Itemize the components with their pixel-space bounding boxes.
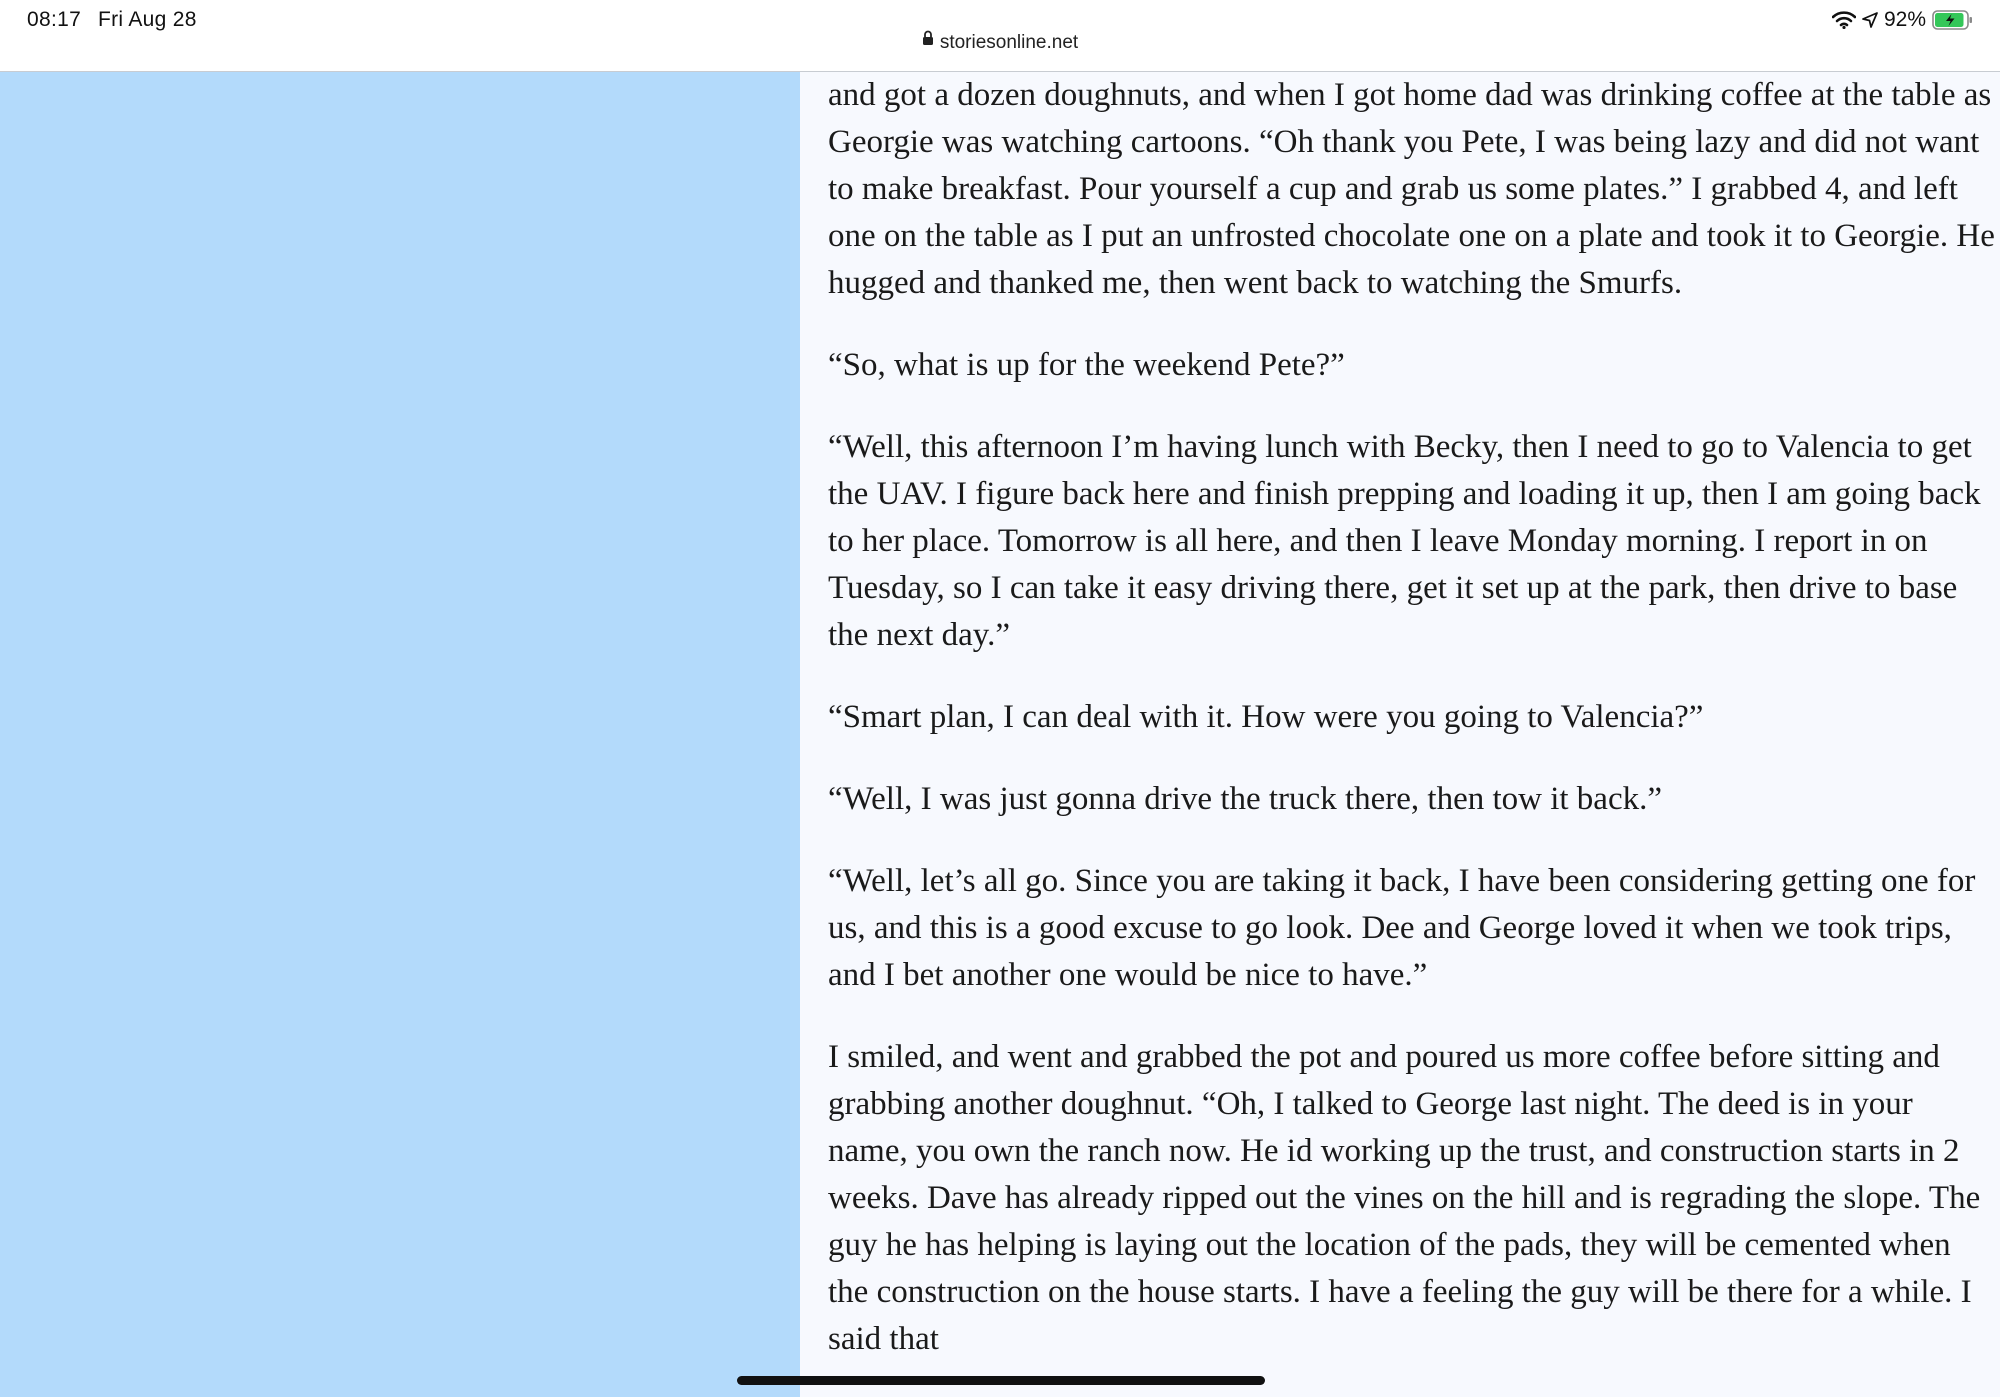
lock-icon (922, 30, 934, 52)
story-reader[interactable] (800, 72, 2000, 1397)
battery-percent: 92% (1883, 8, 1926, 31)
story-paragraph: “Well, let’s all go. Since you are taking it back, I have been considering getting one for us, and this is a good excuse to go look. Dee and George loved it when we took trips, and I bet another one would be nice to have.” (828, 863, 1976, 993)
story-paragraph: “So, what is up for the weekend Pete?” (828, 347, 1345, 383)
wifi-icon (1832, 11, 1856, 29)
story-paragraph: “Smart plan, I can deal with it. How were you going to Valencia?” (828, 699, 1704, 735)
home-indicator[interactable] (737, 1376, 1265, 1385)
story-text (828, 72, 1996, 1397)
status-indicators (1832, 8, 1974, 32)
status-date: Fri Aug 28 (98, 8, 197, 31)
story-paragraph: I smiled, and went and grabbed the pot and poured us more coffee before sitting and grabbing another doughnut. “Oh, I talked to George last night. The deed is in your name, you own the ranch now. He id working up the trust, and construction starts in 2 weeks. Dave has already ripped out the vines on the hill and is regrading the slope. The guy he has helping is laying out the location of the pads, they will be cemented when the construction on the house starts. I have a feeling the guy will be there for a while. I said that (828, 1039, 1981, 1357)
story-paragraph: “Well, I was just gonna drive the truck there, then tow it back.” (828, 781, 1662, 817)
blank-left-pane (0, 72, 800, 1397)
address-bar[interactable] (0, 32, 2000, 54)
story-paragraph: “Well, this afternoon I’m having lunch with Becky, then I need to go to Valencia to get the UAV. I figure back here and finish prepping and loading it up, then I am going back to her place. Tomorrow is all here, and then I leave Monday morning. I report in on Tuesday, so I can take it easy driving there, get it set up at the park, then drive to base the next day.” (828, 429, 1981, 653)
battery-icon (1932, 10, 1974, 30)
url-text: storiesonline.net (939, 32, 1079, 53)
status-time: 08:17 (27, 8, 82, 31)
location-arrow-icon (1862, 12, 1878, 28)
status-bar (0, 0, 2000, 72)
story-paragraph: and got a dozen doughnuts, and when I got home dad was drinking coffee at the table as Georgie was watching cartoons. “Oh thank you Pete, I was being lazy and did not want to make breakfast. Pour yourself a cup and grab us some plates.” I grabbed 4, and left one on the table as I put an unfrosted chocolate one on a plate and took it to Georgie. He hugged and thanked me, then went back to watching the Smurfs. (828, 77, 1995, 301)
